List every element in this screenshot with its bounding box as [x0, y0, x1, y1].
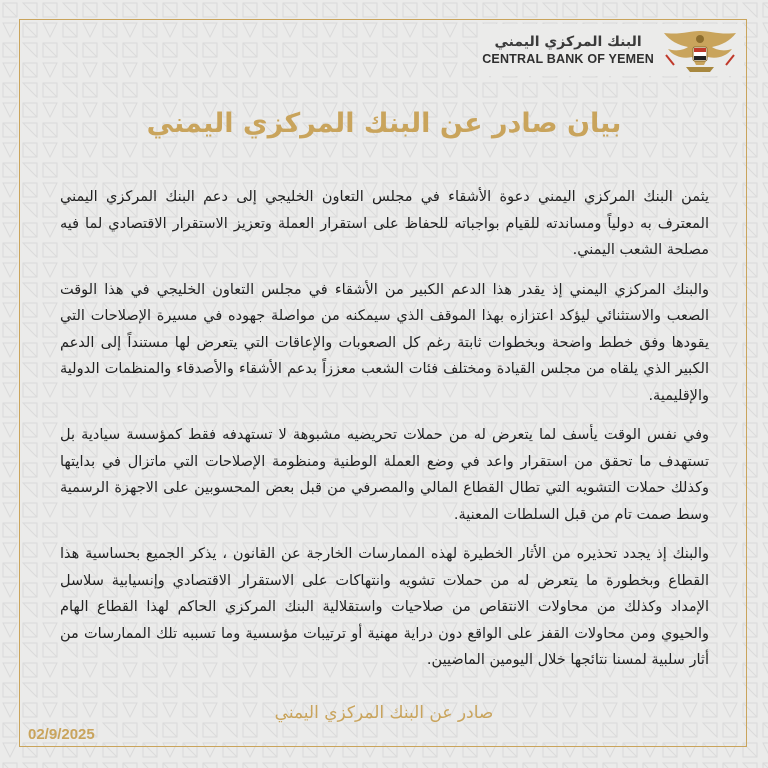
bank-name-english: CENTRAL BANK OF YEMEN — [482, 52, 654, 66]
bank-name-block — [482, 33, 654, 67]
statement-body — [60, 184, 709, 687]
paragraph-1: يثمن البنك المركزي اليمني دعوة الأشقاء في مجلس التعاون الخليجي إلى دعم البنك المركزي اليمني المعترف به دولياً ومساندته للقيام بواجباته للحفاظ على استقرار العملة وتعزيز الاستقرار الاقتصادي لما فيه مصلحة الشعب اليمني. — [60, 189, 709, 258]
footer-issuer: صادر عن البنك المركزي اليمني — [274, 703, 494, 723]
page-title: بيان صادر عن البنك المركزي اليمني — [146, 108, 622, 139]
paragraph-3: وفي نفس الوقت يأسف لما يتعرض له من حملات تحريضيه مشبوهة لا تستهدفه فقط كمؤسسة سيادية بل تستهدف ما تحقق من استقرار واعد في وضع العملة الوطنية ومنظومة الإصلاحات التي ماتزال في بدايتها وكذلك حملات التشويه التي تطال القطاع المالي والمصرفي من قبل بعض المحسوبين على الاجهزة الرسمية وسط صمت تام من قبل السلطات المعنية. — [60, 427, 709, 523]
header-logo — [478, 24, 744, 76]
bank-name-arabic: البنك المركزي اليمني — [494, 34, 642, 50]
footer-date: 02/9/2025 — [28, 726, 95, 743]
paragraph-2: والبنك المركزي اليمني إذ يقدر هذا الدعم الكبير من الأشقاء في مجلس التعاون الخليجي في هذا الوقت الصعب والاستثنائي ليؤكد اعتزازه بهذا الموقف الذي سيمكنه من مواصلة جهوده في مسيرة الإصلاحات التي يقودها وفق خطط واضحة وبخطوات ثابتة رغم كل الصعوبات والإعاقات التي يتعرض لها مستنداً إلى الدعم الكبير الذي يلقاه من مجلس القيادة ومختلف فئات الشعب معززاً بدعم الأشقاء والأصدقاء والمنظمات الدولية والإقليمية. — [60, 281, 709, 404]
eagle-emblem-icon — [660, 25, 740, 75]
paragraph-4: والبنك إذ يجدد تحذيره من الأثار الخطيرة لهذه الممارسات الخارجة عن القانون ، يذكر الجميع بحساسية هذا القطاع وبخطورة ما يتعرض له من حملات تشويه وانتهاكات على الاستقرار الاقتصادي وإنسيابية سلاسل الإمداد وكذلك من محاولات الانتقاص من صلاحيات واستقلالية البنك المركزي الحاكم لهذا القطاع الهام والحيوي ومن محاولات القفز على الواقع دون دراية مهنية أو ترتيبات مؤسسية وما تسببه تلك الممارسات من أثار سلبية لمسنا نتائجها خلال اليومين الماضيين. — [60, 546, 709, 668]
